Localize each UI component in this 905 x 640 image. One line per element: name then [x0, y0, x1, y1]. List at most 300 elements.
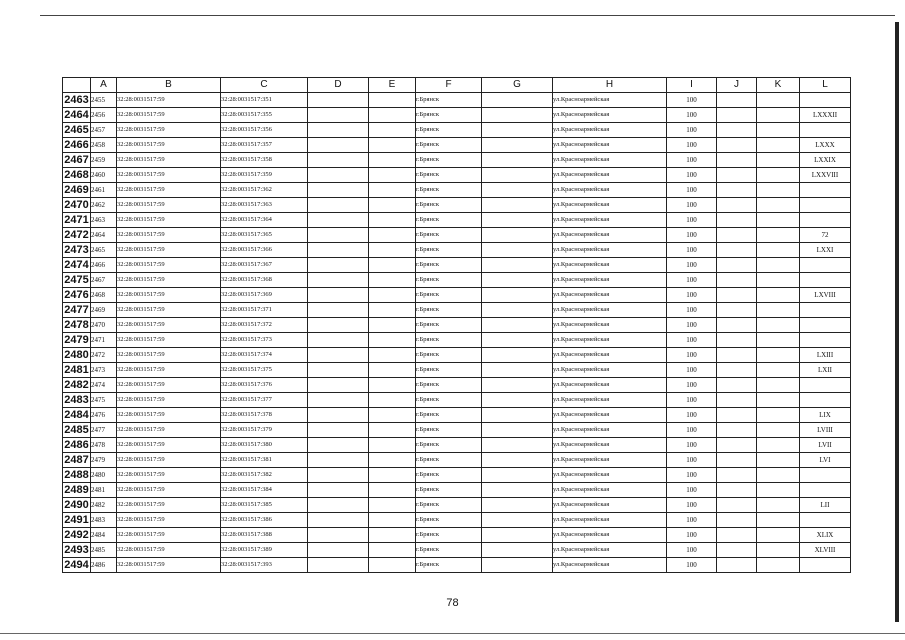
cell-h: ул.Красноармейская — [553, 483, 667, 498]
table-row — [63, 153, 851, 168]
cell-g — [482, 543, 553, 558]
cell-j — [717, 243, 757, 258]
cell-i: 100 — [667, 303, 717, 318]
cell-h: ул.Красноармейская — [553, 288, 667, 303]
table-row — [63, 498, 851, 513]
cell-b: 32:28:0031517:59 — [117, 423, 221, 438]
cell-l: LXXIX — [800, 153, 851, 168]
cell-c: 32:28:0031517:364 — [221, 213, 308, 228]
cell-j — [717, 273, 757, 288]
cell-h: ул.Красноармейская — [553, 123, 667, 138]
cell-a: 2478 — [91, 438, 117, 453]
cell-h: ул.Красноармейская — [553, 438, 667, 453]
cell-k — [757, 318, 800, 333]
cell-f: г.Брянск — [416, 153, 482, 168]
cell-j — [717, 228, 757, 243]
cell-l: LIX — [800, 408, 851, 423]
cell-a: 2457 — [91, 123, 117, 138]
cell-k — [757, 228, 800, 243]
cell-i: 100 — [667, 213, 717, 228]
cell-i: 100 — [667, 228, 717, 243]
cell-d — [308, 138, 369, 153]
cell-h: ул.Красноармейская — [553, 513, 667, 528]
cell-f: г.Брянск — [416, 123, 482, 138]
row-number: 2487 — [64, 454, 89, 466]
cell-e — [369, 318, 416, 333]
cell-c: 32:28:0031517:357 — [221, 138, 308, 153]
table-row — [63, 438, 851, 453]
cell-d — [308, 558, 369, 573]
cell-j — [717, 348, 757, 363]
cell-f: г.Брянск — [416, 213, 482, 228]
cell-h: ул.Красноармейская — [553, 93, 667, 108]
cell-b: 32:28:0031517:59 — [117, 138, 221, 153]
table-row — [63, 543, 851, 558]
row-number: 2482 — [64, 379, 89, 391]
cell-d — [308, 348, 369, 363]
table-row — [63, 273, 851, 288]
column-header: B — [117, 78, 221, 93]
cell-e — [369, 333, 416, 348]
cell-f: г.Брянск — [416, 183, 482, 198]
cell-e — [369, 513, 416, 528]
cell-f: г.Брянск — [416, 423, 482, 438]
cell-g — [482, 348, 553, 363]
cell-c: 32:28:0031517:386 — [221, 513, 308, 528]
cell-g — [482, 153, 553, 168]
cell-a: 2460 — [91, 168, 117, 183]
cell-k — [757, 543, 800, 558]
table-row — [63, 243, 851, 258]
cell-c: 32:28:0031517:377 — [221, 393, 308, 408]
cell-e — [369, 483, 416, 498]
cell-j — [717, 198, 757, 213]
cell-a: 2465 — [91, 243, 117, 258]
table-row — [63, 468, 851, 483]
cell-h: ул.Красноармейская — [553, 108, 667, 123]
cell-f: г.Брянск — [416, 453, 482, 468]
cell-j — [717, 543, 757, 558]
cell-i: 100 — [667, 378, 717, 393]
cell-k — [757, 258, 800, 273]
cell-l — [800, 93, 851, 108]
column-header-row — [63, 78, 851, 93]
cell-h: ул.Красноармейская — [553, 303, 667, 318]
cell-f: г.Брянск — [416, 243, 482, 258]
cell-g — [482, 108, 553, 123]
cell-j — [717, 528, 757, 543]
cell-f: г.Брянск — [416, 393, 482, 408]
cell-g — [482, 123, 553, 138]
cell-l: LXVIII — [800, 288, 851, 303]
cell-b: 32:28:0031517:59 — [117, 483, 221, 498]
cell-i: 100 — [667, 108, 717, 123]
cell-k — [757, 288, 800, 303]
table-row — [63, 198, 851, 213]
cell-f: г.Брянск — [416, 93, 482, 108]
cell-a: 2475 — [91, 393, 117, 408]
column-header: F — [416, 78, 482, 93]
table-row — [63, 333, 851, 348]
cell-i: 100 — [667, 243, 717, 258]
cell-f: г.Брянск — [416, 513, 482, 528]
cell-a: 2481 — [91, 483, 117, 498]
cell-a: 2463 — [91, 213, 117, 228]
cell-a: 2464 — [91, 228, 117, 243]
cell-i: 100 — [667, 498, 717, 513]
column-header: D — [308, 78, 369, 93]
cell-j — [717, 468, 757, 483]
cell-k — [757, 423, 800, 438]
cell-b: 32:28:0031517:59 — [117, 498, 221, 513]
cell-i: 100 — [667, 348, 717, 363]
cell-h: ул.Красноармейская — [553, 183, 667, 198]
table-row — [63, 228, 851, 243]
table-row — [63, 183, 851, 198]
cell-g — [482, 228, 553, 243]
cell-e — [369, 438, 416, 453]
cell-d — [308, 333, 369, 348]
table-row — [63, 168, 851, 183]
cell-e — [369, 348, 416, 363]
cell-g — [482, 258, 553, 273]
cell-i: 100 — [667, 483, 717, 498]
cell-f: г.Брянск — [416, 528, 482, 543]
row-number: 2491 — [64, 514, 89, 526]
cell-b: 32:28:0031517:59 — [117, 183, 221, 198]
cell-b: 32:28:0031517:59 — [117, 168, 221, 183]
cell-j — [717, 513, 757, 528]
cell-i: 100 — [667, 198, 717, 213]
cell-c: 32:28:0031517:368 — [221, 273, 308, 288]
cell-f: г.Брянск — [416, 543, 482, 558]
row-number: 2488 — [64, 469, 89, 481]
table-row — [63, 393, 851, 408]
table-row — [63, 93, 851, 108]
cell-a: 2485 — [91, 543, 117, 558]
cell-f: г.Брянск — [416, 498, 482, 513]
cell-f: г.Брянск — [416, 108, 482, 123]
cell-l: XLVIII — [800, 543, 851, 558]
column-header — [63, 78, 91, 93]
cell-l — [800, 333, 851, 348]
cell-d — [308, 108, 369, 123]
cell-h: ул.Красноармейская — [553, 453, 667, 468]
cell-j — [717, 153, 757, 168]
cell-g — [482, 468, 553, 483]
cell-k — [757, 213, 800, 228]
cell-g — [482, 408, 553, 423]
cell-c: 32:28:0031517:355 — [221, 108, 308, 123]
cell-d — [308, 168, 369, 183]
table-body — [63, 93, 851, 573]
cell-l: LVI — [800, 453, 851, 468]
cell-e — [369, 408, 416, 423]
cell-l: LXXVIII — [800, 168, 851, 183]
cell-h: ул.Красноармейская — [553, 318, 667, 333]
cell-b: 32:28:0031517:59 — [117, 213, 221, 228]
cell-c: 32:28:0031517:384 — [221, 483, 308, 498]
cell-g — [482, 558, 553, 573]
cell-e — [369, 108, 416, 123]
column-header: G — [482, 78, 553, 93]
cell-d — [308, 498, 369, 513]
cell-c: 32:28:0031517:351 — [221, 93, 308, 108]
cell-b: 32:28:0031517:59 — [117, 378, 221, 393]
cell-d — [308, 213, 369, 228]
table-row — [63, 453, 851, 468]
table-row — [63, 348, 851, 363]
cell-g — [482, 198, 553, 213]
cell-b: 32:28:0031517:59 — [117, 153, 221, 168]
cell-d — [308, 303, 369, 318]
cell-h: ул.Красноармейская — [553, 153, 667, 168]
cell-j — [717, 558, 757, 573]
cell-g — [482, 528, 553, 543]
cell-d — [308, 453, 369, 468]
cell-k — [757, 198, 800, 213]
cell-d — [308, 528, 369, 543]
cell-b: 32:28:0031517:59 — [117, 558, 221, 573]
cell-j — [717, 258, 757, 273]
cell-j — [717, 408, 757, 423]
cell-l: LII — [800, 498, 851, 513]
cell-k — [757, 483, 800, 498]
cell-c: 32:28:0031517:371 — [221, 303, 308, 318]
table-row — [63, 258, 851, 273]
cell-g — [482, 498, 553, 513]
cell-a: 2462 — [91, 198, 117, 213]
row-number: 2468 — [64, 169, 89, 181]
column-header: E — [369, 78, 416, 93]
cell-b: 32:28:0031517:59 — [117, 288, 221, 303]
cell-h: ул.Красноармейская — [553, 363, 667, 378]
cell-c: 32:28:0031517:365 — [221, 228, 308, 243]
cell-c: 32:28:0031517:389 — [221, 543, 308, 558]
cell-d — [308, 198, 369, 213]
cell-a: 2473 — [91, 363, 117, 378]
cell-l — [800, 123, 851, 138]
cell-c: 32:28:0031517:393 — [221, 558, 308, 573]
cell-f: г.Брянск — [416, 348, 482, 363]
cell-j — [717, 168, 757, 183]
bottom-rule — [0, 633, 905, 634]
cell-j — [717, 423, 757, 438]
cell-l — [800, 378, 851, 393]
cell-d — [308, 423, 369, 438]
cell-a: 2471 — [91, 333, 117, 348]
column-header: K — [757, 78, 800, 93]
row-number: 2469 — [64, 184, 89, 196]
table-row — [63, 318, 851, 333]
cell-l — [800, 213, 851, 228]
row-number: 2465 — [64, 124, 89, 136]
cell-i: 100 — [667, 258, 717, 273]
cell-c: 32:28:0031517:372 — [221, 318, 308, 333]
cell-j — [717, 213, 757, 228]
cell-h: ул.Красноармейская — [553, 243, 667, 258]
cell-i: 100 — [667, 423, 717, 438]
cell-d — [308, 288, 369, 303]
cell-b: 32:28:0031517:59 — [117, 333, 221, 348]
cell-b: 32:28:0031517:59 — [117, 438, 221, 453]
cell-g — [482, 423, 553, 438]
cell-f: г.Брянск — [416, 558, 482, 573]
cell-d — [308, 123, 369, 138]
cell-e — [369, 453, 416, 468]
table-row — [63, 303, 851, 318]
cell-d — [308, 258, 369, 273]
cell-i: 100 — [667, 153, 717, 168]
cell-d — [308, 438, 369, 453]
row-number: 2470 — [64, 199, 89, 211]
table-row — [63, 123, 851, 138]
cell-l — [800, 258, 851, 273]
row-number: 2478 — [64, 319, 89, 331]
cell-f: г.Брянск — [416, 318, 482, 333]
column-header: H — [553, 78, 667, 93]
cell-k — [757, 513, 800, 528]
cell-h: ул.Красноармейская — [553, 528, 667, 543]
cell-h: ул.Красноармейская — [553, 423, 667, 438]
cell-d — [308, 318, 369, 333]
cell-b: 32:28:0031517:59 — [117, 528, 221, 543]
cell-c: 32:28:0031517:381 — [221, 453, 308, 468]
table-row — [63, 138, 851, 153]
cell-i: 100 — [667, 513, 717, 528]
cell-f: г.Брянск — [416, 378, 482, 393]
cell-h: ул.Красноармейская — [553, 468, 667, 483]
page-number: 78 — [446, 597, 459, 609]
row-number: 2483 — [64, 394, 89, 406]
cell-c: 32:28:0031517:378 — [221, 408, 308, 423]
cell-a: 2482 — [91, 498, 117, 513]
cell-g — [482, 138, 553, 153]
cell-g — [482, 393, 553, 408]
cell-k — [757, 243, 800, 258]
cell-l: LXIII — [800, 348, 851, 363]
cell-a: 2461 — [91, 183, 117, 198]
cell-e — [369, 558, 416, 573]
cell-g — [482, 318, 553, 333]
cell-j — [717, 378, 757, 393]
cell-h: ул.Красноармейская — [553, 228, 667, 243]
cell-i: 100 — [667, 273, 717, 288]
cell-a: 2479 — [91, 453, 117, 468]
cell-j — [717, 318, 757, 333]
cell-k — [757, 393, 800, 408]
cell-h: ул.Красноармейская — [553, 198, 667, 213]
cell-i: 100 — [667, 363, 717, 378]
row-number: 2463 — [64, 94, 89, 106]
table-row — [63, 108, 851, 123]
row-number: 2474 — [64, 259, 89, 271]
table-row — [63, 288, 851, 303]
column-header: A — [91, 78, 117, 93]
cell-l: LXXI — [800, 243, 851, 258]
cell-h: ул.Красноармейская — [553, 498, 667, 513]
cell-b: 32:28:0031517:59 — [117, 393, 221, 408]
cell-g — [482, 288, 553, 303]
cell-g — [482, 378, 553, 393]
cell-i: 100 — [667, 123, 717, 138]
cell-e — [369, 468, 416, 483]
cell-c: 32:28:0031517:359 — [221, 168, 308, 183]
cell-l: LXXXII — [800, 108, 851, 123]
cell-l: LXII — [800, 363, 851, 378]
cell-c: 32:28:0031517:375 — [221, 363, 308, 378]
cell-b: 32:28:0031517:59 — [117, 198, 221, 213]
cell-g — [482, 453, 553, 468]
cell-b: 32:28:0031517:59 — [117, 348, 221, 363]
row-number: 2484 — [64, 409, 89, 421]
cell-h: ул.Красноармейская — [553, 168, 667, 183]
row-number: 2472 — [64, 229, 89, 241]
cell-f: г.Брянск — [416, 258, 482, 273]
cell-h: ул.Красноармейская — [553, 138, 667, 153]
cell-f: г.Брянск — [416, 483, 482, 498]
cell-l — [800, 273, 851, 288]
cell-c: 32:28:0031517:366 — [221, 243, 308, 258]
cell-g — [482, 483, 553, 498]
table-row — [63, 558, 851, 573]
cell-k — [757, 348, 800, 363]
cell-k — [757, 528, 800, 543]
cell-e — [369, 243, 416, 258]
cell-j — [717, 93, 757, 108]
cell-a: 2476 — [91, 408, 117, 423]
cell-j — [717, 123, 757, 138]
cell-d — [308, 153, 369, 168]
cell-g — [482, 438, 553, 453]
cell-d — [308, 93, 369, 108]
cell-k — [757, 153, 800, 168]
cell-k — [757, 438, 800, 453]
cell-e — [369, 498, 416, 513]
cell-b: 32:28:0031517:59 — [117, 273, 221, 288]
cell-h: ул.Красноармейская — [553, 543, 667, 558]
cell-l: 72 — [800, 228, 851, 243]
cell-d — [308, 513, 369, 528]
cell-b: 32:28:0031517:59 — [117, 228, 221, 243]
cell-i: 100 — [667, 318, 717, 333]
cell-a: 2483 — [91, 513, 117, 528]
cell-e — [369, 273, 416, 288]
cell-b: 32:28:0031517:59 — [117, 408, 221, 423]
cell-c: 32:28:0031517:388 — [221, 528, 308, 543]
cell-h: ул.Красноармейская — [553, 273, 667, 288]
cell-g — [482, 93, 553, 108]
cell-e — [369, 423, 416, 438]
row-number: 2481 — [64, 364, 89, 376]
cell-j — [717, 333, 757, 348]
cell-a: 2474 — [91, 378, 117, 393]
cell-f: г.Брянск — [416, 363, 482, 378]
cell-d — [308, 393, 369, 408]
cell-l — [800, 483, 851, 498]
cell-k — [757, 93, 800, 108]
cell-g — [482, 183, 553, 198]
cell-d — [308, 228, 369, 243]
cell-i: 100 — [667, 183, 717, 198]
cell-e — [369, 378, 416, 393]
cell-i: 100 — [667, 138, 717, 153]
cell-h: ул.Красноармейская — [553, 558, 667, 573]
cell-d — [308, 378, 369, 393]
cell-a: 2480 — [91, 468, 117, 483]
cell-d — [308, 483, 369, 498]
cell-a: 2486 — [91, 558, 117, 573]
